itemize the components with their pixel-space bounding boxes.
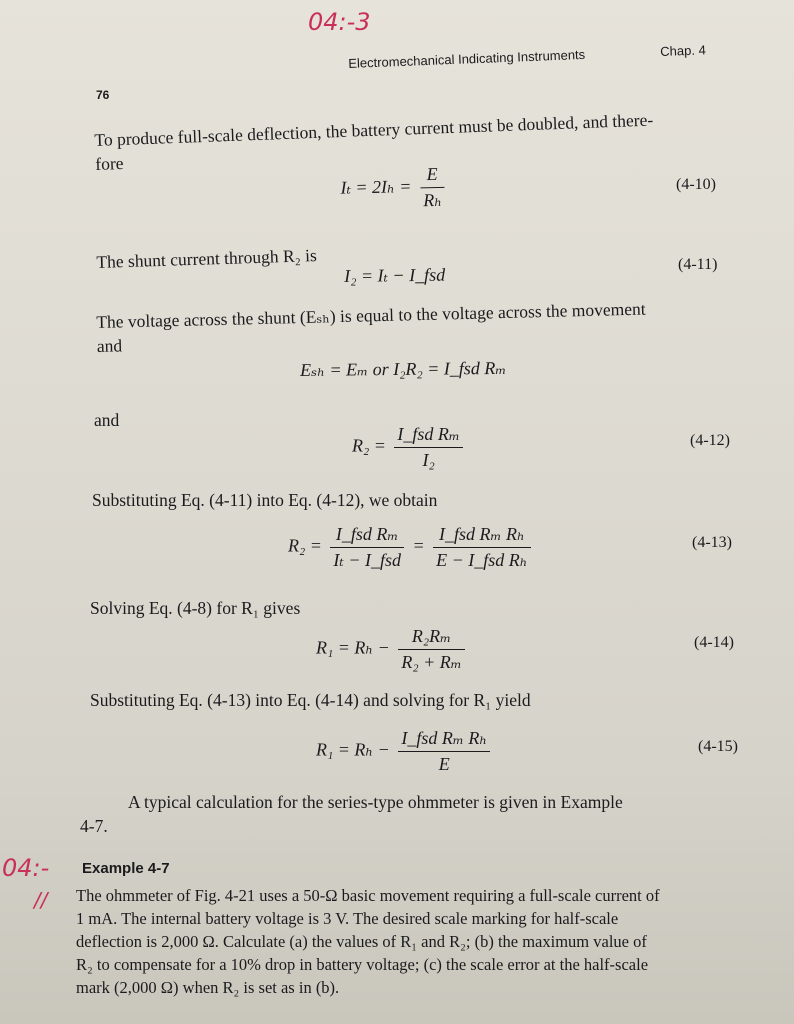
equation-4-13-lhs: R₂ = xyxy=(288,535,322,556)
equation-4-14-lhs: R₁ = Rₕ − xyxy=(316,637,390,658)
equation-4-15-fraction xyxy=(398,728,490,775)
equation-4-10-denominator: Rₕ xyxy=(423,189,443,211)
paragraph-intro-line1: To produce full-scale deflection, the battery current must be doubled, and there- xyxy=(94,109,654,150)
paragraph-substitute-2: Substituting Eq. (4-13) into Eq. (4-14) and solving for R₁ yield xyxy=(90,690,531,710)
equation-4-15-number: (4-15) xyxy=(698,738,738,755)
paragraph-typical-calculation-line2: 4-7. xyxy=(80,816,108,836)
equation-4-15-denominator: E xyxy=(438,754,450,774)
example-line: R₂ to compensate for a 10% drop in battery voltage; (c) the scale error at the half-scale xyxy=(76,955,649,974)
equation-4-12 xyxy=(352,424,467,471)
example-title: Example 4-7 xyxy=(82,860,170,877)
paragraph-and: and xyxy=(94,410,120,430)
equation-4-13 xyxy=(288,524,535,571)
equation-4-11: I₂ = Iₜ − I_fsd xyxy=(344,264,446,286)
equation-4-13-equals: = xyxy=(412,535,425,556)
equation-4-15-lhs: R₁ = Rₕ − xyxy=(316,739,390,760)
paragraph-shunt-current: The shunt current through R₂ is xyxy=(96,245,318,272)
equation-4-13-denominator-1: Iₜ − I_fsd xyxy=(333,550,401,570)
running-header-title: Electromechanical Indicating Instruments xyxy=(348,46,586,71)
page-number: 76 xyxy=(96,88,110,102)
paragraph-typical-calculation xyxy=(80,790,623,838)
equation-4-13-numerator-1: I_fsd Rₘ xyxy=(330,524,404,548)
equation-4-15-numerator: I_fsd Rₘ Rₕ xyxy=(398,728,490,752)
equation-4-13-fraction-1 xyxy=(330,524,404,571)
equation-4-14 xyxy=(316,626,469,673)
example-body xyxy=(76,884,660,999)
handwritten-note-top: 04:-3 xyxy=(308,8,371,36)
handwritten-note-margin: 04:- xyxy=(2,854,50,882)
paragraph-solve-r1: Solving Eq. (4-8) for R₁ gives xyxy=(90,598,301,618)
paragraph-shunt-voltage-line2: and xyxy=(96,335,123,356)
equation-4-12-denominator: I₂ xyxy=(422,450,435,470)
equation-4-12-numerator: I_fsd Rₘ xyxy=(394,424,463,448)
equation-4-11-number: (4-11) xyxy=(678,256,718,273)
equation-4-14-numerator: R₂Rₘ xyxy=(398,626,464,650)
equation-4-13-number: (4-13) xyxy=(692,534,732,551)
equation-4-10-fraction xyxy=(419,164,445,212)
example-line: deflection is 2,000 Ω. Calculate (a) the values of R₁ and R₂; (b) the maximum value of xyxy=(76,932,647,951)
equation-4-12-number: (4-12) xyxy=(690,432,730,449)
equation-4-10-numerator: E xyxy=(419,164,444,189)
paragraph-substitute-1: Substituting Eq. (4-11) into Eq. (4-12), we obtain xyxy=(92,490,438,510)
example-line: mark (2,000 Ω) when R₂ is set as in (b). xyxy=(76,978,340,997)
paragraph-shunt-voltage-line1: The voltage across the shunt (Eₛₕ) is equal to the voltage across the movement xyxy=(96,298,646,332)
paragraph-intro-line2: fore xyxy=(94,152,124,174)
equation-4-10-number: (4-10) xyxy=(676,176,716,193)
equation-4-13-numerator-2: I_fsd Rₘ Rₕ xyxy=(433,524,530,548)
equation-4-10-lhs: Iₜ = 2Iₕ = xyxy=(340,176,412,198)
equation-4-14-denominator: R₂ + Rₘ xyxy=(401,652,462,672)
equation-voltage-equality: Eₛₕ = Eₘ or I₂R₂ = I_fsd Rₘ xyxy=(300,357,507,380)
equation-4-10 xyxy=(340,164,449,213)
equation-4-13-denominator-2: E − I_fsd Rₕ xyxy=(436,550,528,570)
equation-4-12-fraction xyxy=(394,424,463,471)
equation-4-12-lhs: R₂ = xyxy=(352,435,386,456)
equation-4-14-fraction xyxy=(398,626,464,673)
example-line: The ohmmeter of Fig. 4-21 uses a 50-Ω basic movement requiring a full-scale current of xyxy=(76,886,660,905)
running-header-chapter: Chap. 4 xyxy=(660,42,707,59)
equation-4-14-number: (4-14) xyxy=(694,634,734,651)
handwritten-mark-margin: // xyxy=(34,888,48,912)
paragraph-shunt-voltage xyxy=(96,297,647,358)
paragraph-typical-calculation-line1: A typical calculation for the series-type ohmmeter is given in Example xyxy=(128,792,623,812)
equation-4-13-fraction-2 xyxy=(433,524,530,571)
equation-4-15 xyxy=(316,728,494,775)
example-line: 1 mA. The internal battery voltage is 3 V. The desired scale marking for half-scale xyxy=(76,909,619,928)
